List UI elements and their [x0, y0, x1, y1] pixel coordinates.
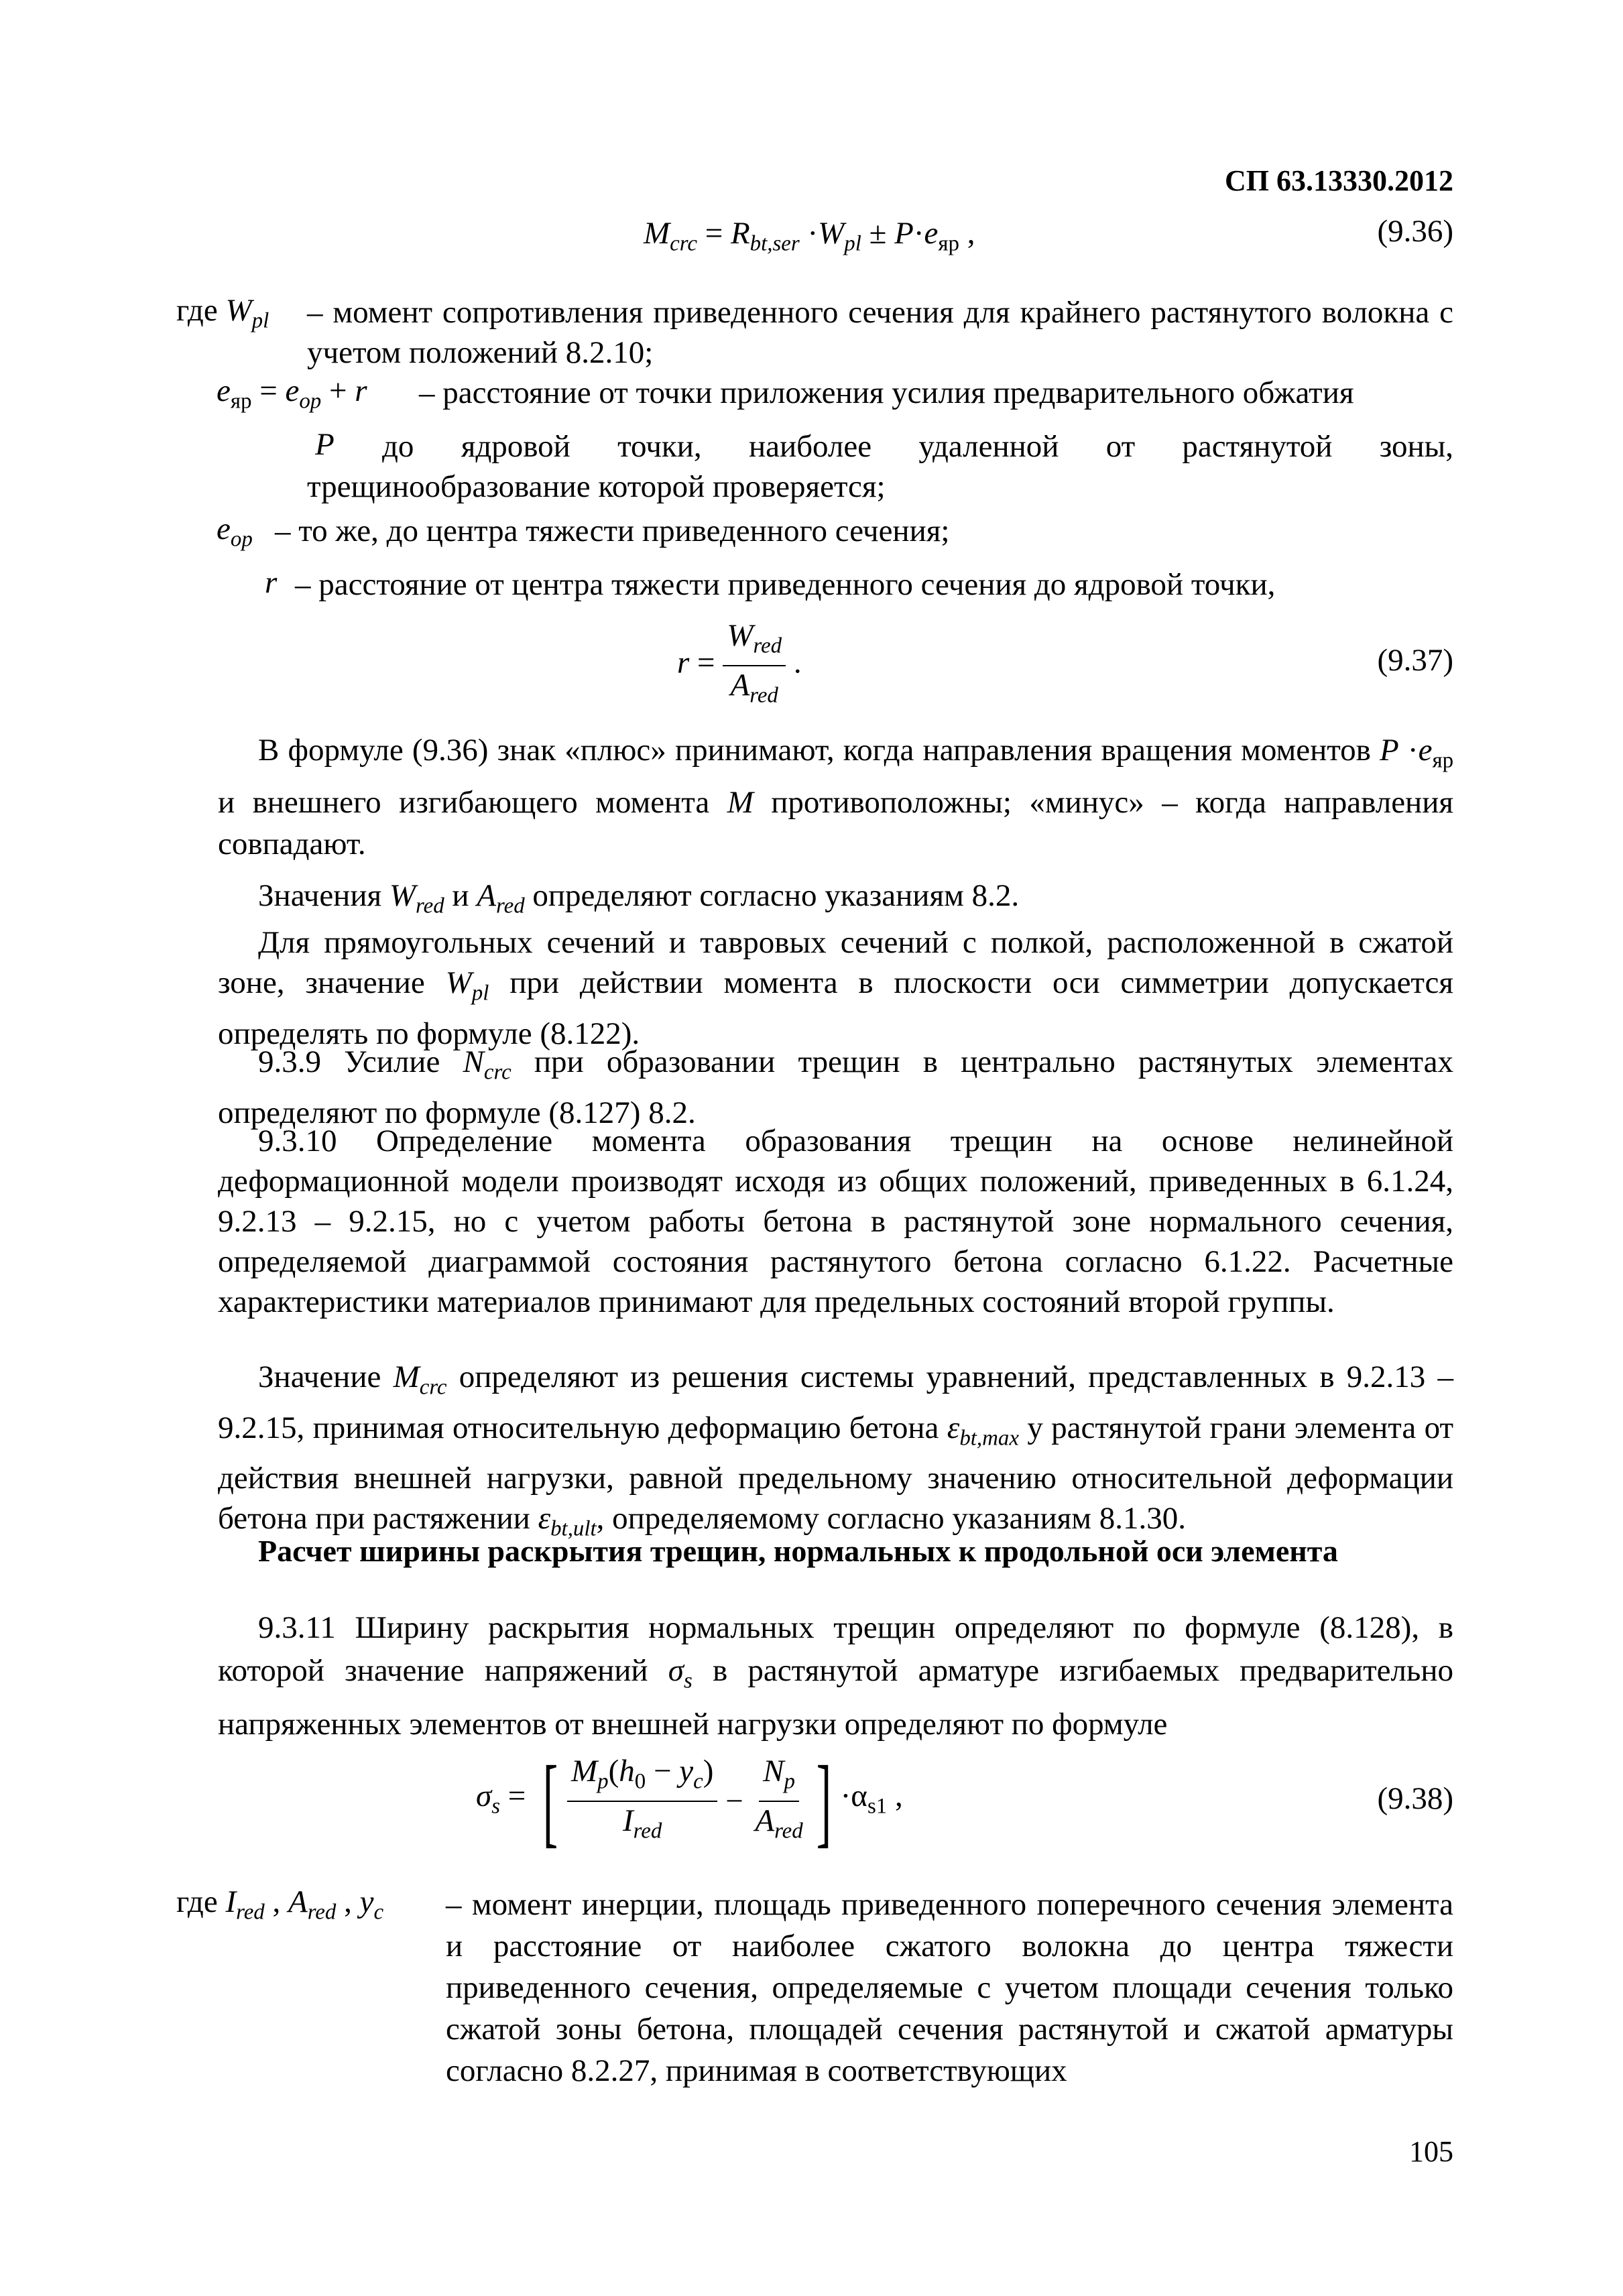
paragraph: 9.3.11 Ширину раскрытия нормальных трещин определяют по формуле (8.128), в которой значение напряжений $\sigma_s$ в растянутой арматуре изгибаемых предварительно напряженных элементов от внешней нагрузки определяют по формуле — [218, 1610, 1454, 1742]
definition-ired: – момент инерции, площадь приведенного поперечного сечения элемента и расстояние от наиболее сжатого волокна до центра тяжести приведенного сечения, определяемые с учетом площади сечения только сжатой зоны бетона, площадей сечения растянутой и сжатой арматуры согласно 8.2.27, принимая в соответствующих — [446, 1887, 1453, 2088]
page-number: 105 — [1409, 2135, 1453, 2168]
document-code: СП 63.13330.2012 — [1225, 164, 1453, 197]
equation-number: (9.37) — [1377, 643, 1453, 678]
section-heading: Расчет ширины раскрытия трещин, нормальных к продольной оси элемента — [258, 1534, 1338, 1568]
symbol-r: r — [265, 565, 278, 600]
paragraph: Значения $W_{red}$ и $A_{red}$ определяют согласно указаниям 8.2. — [258, 878, 1020, 918]
definition-eyar: – расстояние от точки приложения усилия предварительного обжатия — [419, 375, 1354, 410]
where-label: где $I_{red}$ , $A_{red}$ , $y_c$ — [176, 1884, 384, 1925]
paragraph: 9.3.9 Усилие $N_{crc}$ при образовании трещин в центрально растянутых элементах определяют по формуле (8.127) 8.2. — [218, 1044, 1453, 1130]
paragraph: В формуле (9.36) знак «плюс» принимают, когда направления вращения моментов $P \cdot e_{яр}$ и внешнего изгибающего момента M противоположны; «минус» – когда направления совпадают. — [218, 733, 1454, 861]
equation-number: (9.38) — [1377, 1781, 1453, 1816]
equation-number: (9.36) — [1377, 214, 1453, 249]
definition-eop: – то же, до центра тяжести приведенного сечения; — [275, 513, 950, 548]
paragraph: Значение $M_{crc}$ определяют из решения системы уравнений, представленных в 9.2.13 – 9.2.15, принимая относительную деформацию бетона $\varepsilon_{bt,max}$ у растянутой грани элемента от действия внешней нагрузки, равной предельному значению относительной деформации бетона при растяжении $\varepsilon_{bt,ult}$, определяемому согласно указаниям 8.1.30. — [218, 1360, 1454, 1541]
definition-wpl: – момент сопротивления приведенного сечения для крайнего растянутого волокна с учетом положений 8.2.10; — [307, 295, 1453, 370]
where-label: где $W_{pl}$ — [176, 293, 269, 333]
symbol-p: P — [315, 427, 335, 462]
paragraph: 9.3.10 Определение момента образования трещин на основе нелинейной деформационной модели производят исходя из общих положений, приведенных в 6.1.24, 9.2.13 – 9.2.15, но с учетом работы бетона в растянутой зоне нормального сечения, определяемой диаграммой состояния растянутого бетона согласно 6.1.22. Расчетные характеристики материалов принимают для предельных состояний второй группы. — [218, 1124, 1453, 1319]
definition-r: – расстояние от центра тяжести приведенного сечения до ядровой точки, — [295, 567, 1276, 602]
formula-9-36: $M_{crc} = R_{bt,ser} \cdot W_{pl} \pm P\cdot e_{яр}$ , — [644, 216, 975, 256]
definition-eyar-cont: до ядровой точки, наиболее удаленной от растянутой зоны, трещинообразование которой проверяется; — [307, 429, 1453, 504]
symbol-eop: $e_{op}$ — [217, 511, 253, 552]
paragraph: Для прямоугольных сечений и тавровых сечений с полкой, расположенной в сжатой зоне, значение $W_{pl}$ при действии момента в плоскости оси симметрии допускается определять по формуле (8.122). — [218, 925, 1454, 1051]
formula-9-38: $\sigma_s$ = [ $\frac{M_p(h_0 - y_c)}{I_{red}}$ − $\frac{N_p}{A_{red}}$ ] $\cdot\alpha_{s1}$ , — [476, 1746, 903, 1857]
formula-9-37: r = $\frac{W_{red}}{A_{red}}$ . — [677, 618, 802, 708]
symbol-eyar: $e_{яр} = e_{op} + r$ — [217, 373, 367, 414]
